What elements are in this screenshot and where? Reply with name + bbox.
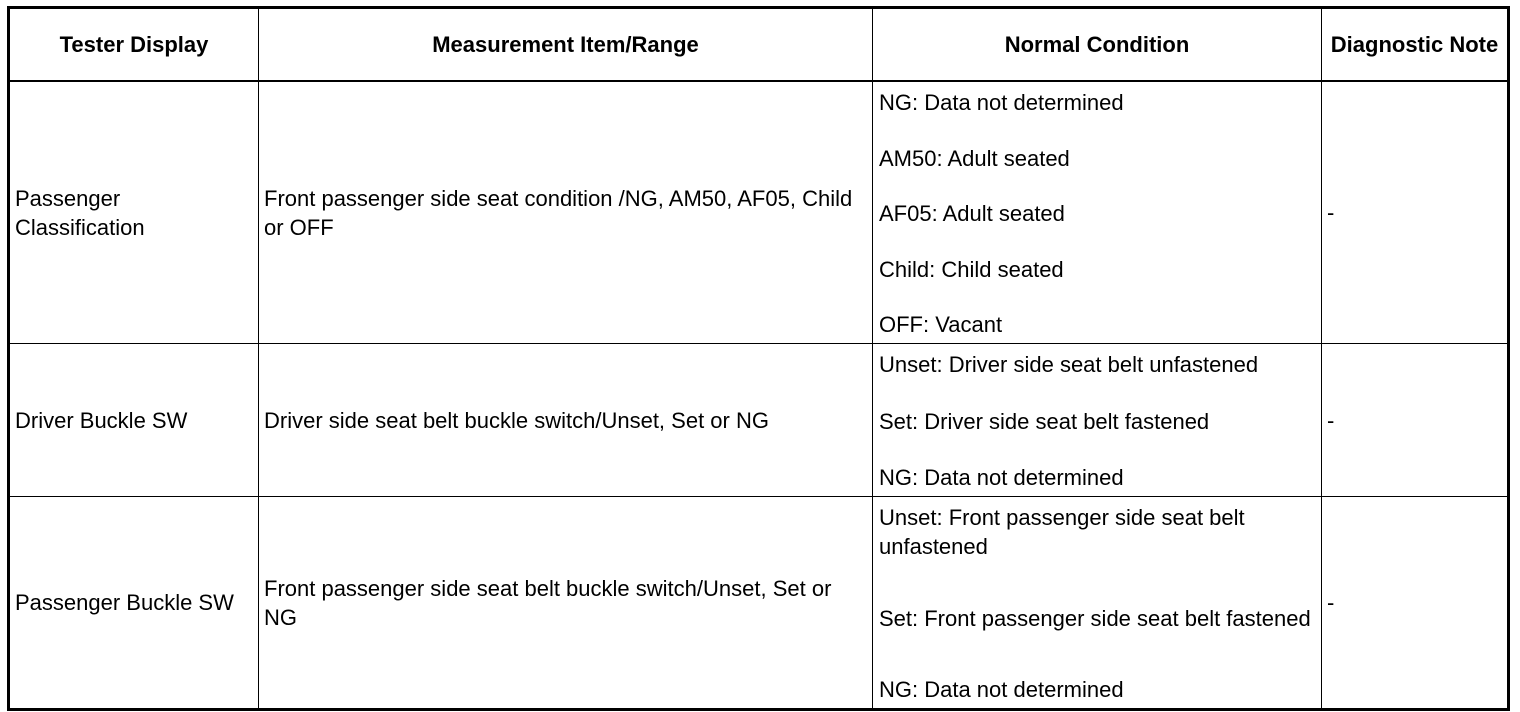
condition-item: AM50: Adult seated bbox=[879, 145, 1070, 171]
condition-item: Child: Child seated bbox=[879, 256, 1064, 282]
condition-item: NG: Data not determined bbox=[879, 90, 1124, 115]
condition-list bbox=[873, 82, 1321, 343]
measurement-cell: Front passenger side seat condition /NG, AM50, AF05, Child or OFF bbox=[259, 81, 873, 344]
condition-list bbox=[873, 344, 1321, 496]
tester-display-cell: Passenger Buckle SW bbox=[9, 497, 259, 710]
header-tester-display: Tester Display bbox=[9, 8, 259, 82]
condition-item: AF05: Adult seated bbox=[879, 201, 1065, 226]
header-measurement-item: Measurement Item/Range bbox=[259, 8, 873, 82]
table-body bbox=[9, 81, 1509, 710]
normal-condition-cell bbox=[873, 344, 1322, 497]
normal-condition-cell bbox=[873, 81, 1322, 344]
header-row bbox=[9, 8, 1509, 82]
table-row bbox=[9, 81, 1509, 344]
measurement-cell: Driver side seat belt buckle switch/Unset, Set or NG bbox=[259, 344, 873, 497]
tester-display-cell: Driver Buckle SW bbox=[9, 344, 259, 497]
condition-item: OFF: Vacant bbox=[879, 312, 1003, 337]
tester-display-cell: Passenger Classification bbox=[9, 81, 259, 344]
condition-item: NG: Data not determined bbox=[879, 465, 1124, 490]
table-row bbox=[9, 344, 1509, 497]
diagnostic-note-cell: - bbox=[1322, 81, 1509, 344]
header-diagnostic-note: Diagnostic Note bbox=[1322, 8, 1509, 82]
condition-item: NG: Data not determined bbox=[879, 677, 1124, 702]
condition-item: Set: Front passenger side seat belt fastened bbox=[879, 605, 1311, 631]
diagnostic-note-cell: - bbox=[1322, 497, 1509, 710]
condition-item: Unset: Driver side seat belt unfastened bbox=[879, 352, 1259, 377]
table-row bbox=[9, 497, 1509, 710]
diagnostic-note-cell: - bbox=[1322, 344, 1509, 497]
measurement-cell: Front passenger side seat belt buckle switch/Unset, Set or NG bbox=[259, 497, 873, 710]
normal-condition-cell bbox=[873, 497, 1322, 710]
condition-item: Unset: Front passenger side seat belt unfastened bbox=[879, 505, 1245, 559]
header-normal-condition: Normal Condition bbox=[873, 8, 1322, 82]
condition-item: Set: Driver side seat belt fastened bbox=[879, 408, 1210, 434]
table-header bbox=[9, 8, 1509, 82]
condition-list bbox=[873, 497, 1321, 708]
data-list-table bbox=[7, 6, 1510, 711]
